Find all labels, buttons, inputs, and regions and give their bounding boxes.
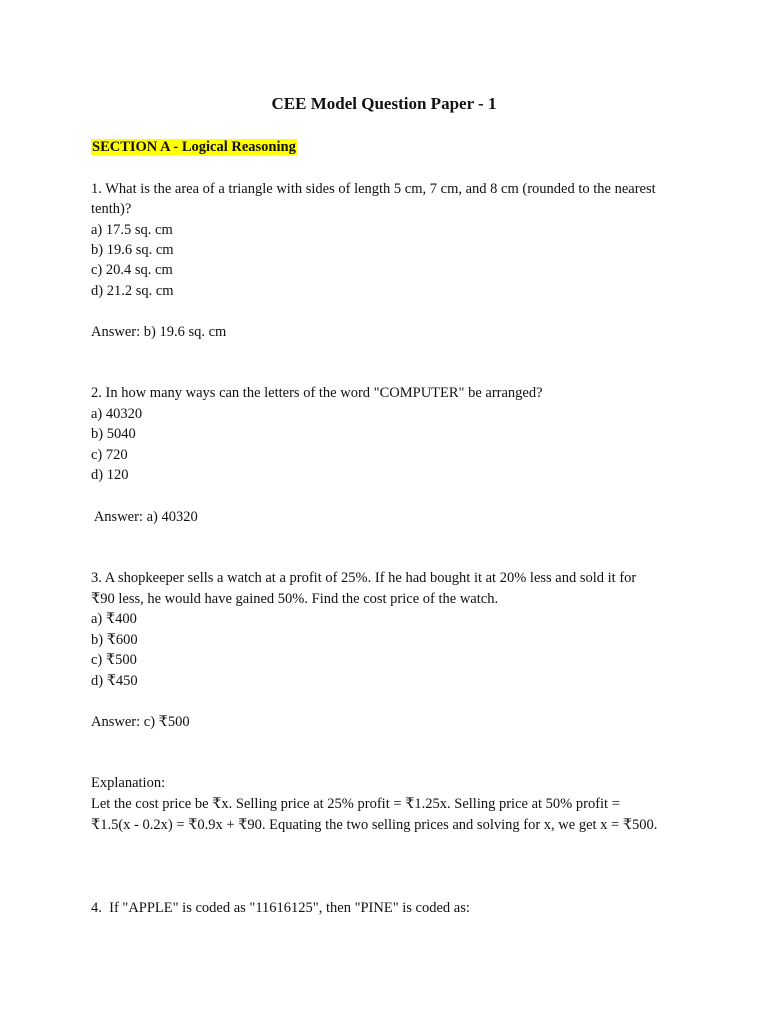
question-1-option-c: c) 20.4 sq. cm bbox=[91, 262, 173, 278]
question-1-option-b: b) 19.6 sq. cm bbox=[91, 242, 174, 258]
page-title: CEE Model Question Paper - 1 bbox=[271, 94, 497, 113]
question-2-option-d: d) 120 bbox=[91, 467, 129, 483]
section-heading-highlight: SECTION A - Logical Reasoning bbox=[92, 139, 296, 155]
question-3-explanation-label: Explanation: bbox=[91, 775, 166, 791]
question-4-stem: 4. If "APPLE" is coded as "11616125", then "PINE" is coded as: bbox=[91, 900, 470, 916]
question-3-option-a: a) ₹400 bbox=[91, 611, 137, 627]
question-3-explanation-line-2: ₹1.5(x - 0.2x) = ₹0.9x + ₹90. Equating the two selling prices and solving for x, we get x = ₹500. bbox=[91, 817, 658, 833]
question-3-option-b: b) ₹600 bbox=[91, 632, 138, 648]
question-1-answer: Answer: b) 19.6 sq. cm bbox=[91, 324, 227, 340]
question-3-option-d: d) ₹450 bbox=[91, 673, 138, 689]
question-3-stem: 3. A shopkeeper sells a watch at a profit of 25%. If he had bought it at 20% less and sold it for bbox=[91, 570, 637, 586]
question-1-stem-continued: tenth)? bbox=[91, 201, 132, 217]
section-heading bbox=[91, 137, 297, 157]
question-3-option-c: c) ₹500 bbox=[91, 652, 137, 668]
question-3-stem-continued: ₹90 less, he would have gained 50%. Find the cost price of the watch. bbox=[91, 591, 499, 607]
question-1-option-d: d) 21.2 sq. cm bbox=[91, 283, 174, 299]
question-2-option-a: a) 40320 bbox=[91, 406, 143, 422]
question-2-option-b: b) 5040 bbox=[91, 426, 136, 442]
question-2-option-c: c) 720 bbox=[91, 447, 128, 463]
question-3-answer: Answer: c) ₹500 bbox=[91, 714, 190, 730]
question-2-stem: 2. In how many ways can the letters of the word "COMPUTER" be arranged? bbox=[91, 385, 543, 401]
question-1-option-a: a) 17.5 sq. cm bbox=[91, 222, 173, 238]
question-1-stem: 1. What is the area of a triangle with sides of length 5 cm, 7 cm, and 8 cm (rounded to the nearest bbox=[91, 181, 656, 197]
question-3-explanation-line-1: Let the cost price be ₹x. Selling price at 25% profit = ₹1.25x. Selling price at 50% profit = bbox=[91, 796, 620, 812]
question-2-answer: Answer: a) 40320 bbox=[91, 509, 198, 525]
